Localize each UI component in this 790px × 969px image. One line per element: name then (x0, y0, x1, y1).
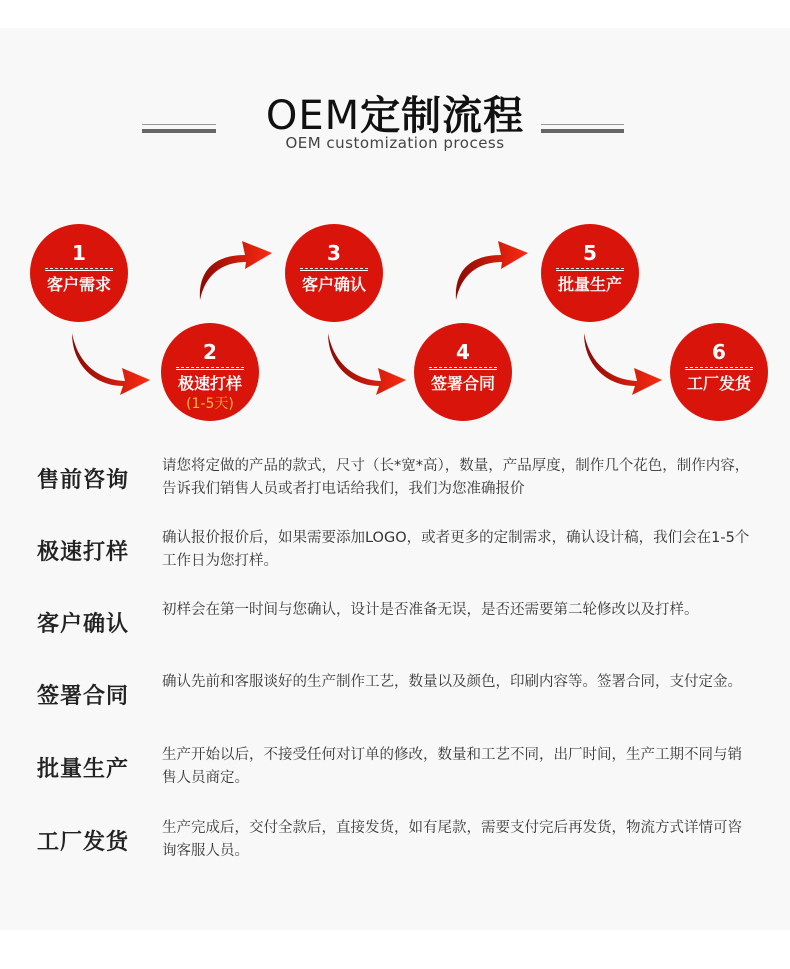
step-label: 工厂发货 (686, 374, 751, 393)
step-label: 客户确认 (301, 275, 366, 294)
detail-text: 生产完成后，交付全款后，直接发货，如有尾款，需要支付完后再发货，物流方式详情可咨询客服人员。 (162, 820, 742, 859)
page-subtitle: OEM customization process (285, 134, 505, 152)
detail-title: 售前咨询 (37, 468, 130, 493)
detail-title: 签署合同 (37, 684, 130, 709)
step-label: 批量生产 (557, 275, 622, 294)
arrow-down-1 (72, 333, 150, 395)
step-number: 5 (583, 241, 597, 265)
detail-title: 批量生产 (37, 757, 130, 782)
title-en: OEM (265, 93, 361, 139)
divider (556, 268, 624, 271)
step-number: 6 (712, 340, 726, 364)
step-1 (30, 224, 128, 322)
divider (300, 268, 368, 271)
step-label: 签署合同 (430, 374, 495, 393)
step-3 (285, 224, 383, 322)
detail-text: 确认先前和客服谈好的生产制作工艺，数量以及颜色，印刷内容等。签署合同，支付定金。 (162, 674, 742, 690)
step-5 (541, 224, 639, 322)
detail-title: 极速打样 (37, 540, 130, 565)
step-number: 3 (327, 241, 341, 265)
step-4 (414, 323, 512, 421)
detail-text: 初样会在第一时间与您确认，设计是否准备无误，是否还需要第二轮修改以及打样。 (162, 602, 699, 618)
step-number: 2 (203, 340, 217, 364)
detail-text: 请您将定做的产品的款式，尺寸（长*宽*高），数量，产品厚度，制作几个花色，制作内容，告诉我们销售人员或者打电话给我们，我们为您准确报价 (162, 458, 750, 497)
step-label: 客户需求 (46, 275, 111, 294)
detail-text: 生产开始以后，不接受任何对订单的修改，数量和工艺不同，出厂时间，生产工期不同与销售人员商定。 (162, 747, 742, 786)
divider (685, 367, 753, 370)
arrow-up-2 (200, 241, 272, 300)
detail-title: 客户确认 (37, 612, 130, 637)
title-cn: 定制流程 (360, 93, 525, 139)
divider (176, 367, 244, 370)
step-label: 极速打样 (177, 374, 242, 393)
step-number: 1 (72, 241, 86, 265)
arrow-down-3 (328, 333, 406, 395)
arrow-down-5 (584, 333, 662, 395)
step-6 (670, 323, 768, 421)
step-note: (1-5天) (186, 396, 234, 412)
arrow-up-4 (456, 241, 528, 300)
detail-title: 工厂发货 (37, 830, 130, 855)
divider (429, 367, 497, 370)
step-number: 4 (456, 340, 470, 364)
step-2 (161, 323, 259, 421)
detail-text: 确认报价报价后，如果需要添加LOGO，或者更多的定制需求，确认设计稿，我们会在1-5个工作日为您打样。 (162, 530, 750, 569)
divider (45, 268, 113, 271)
